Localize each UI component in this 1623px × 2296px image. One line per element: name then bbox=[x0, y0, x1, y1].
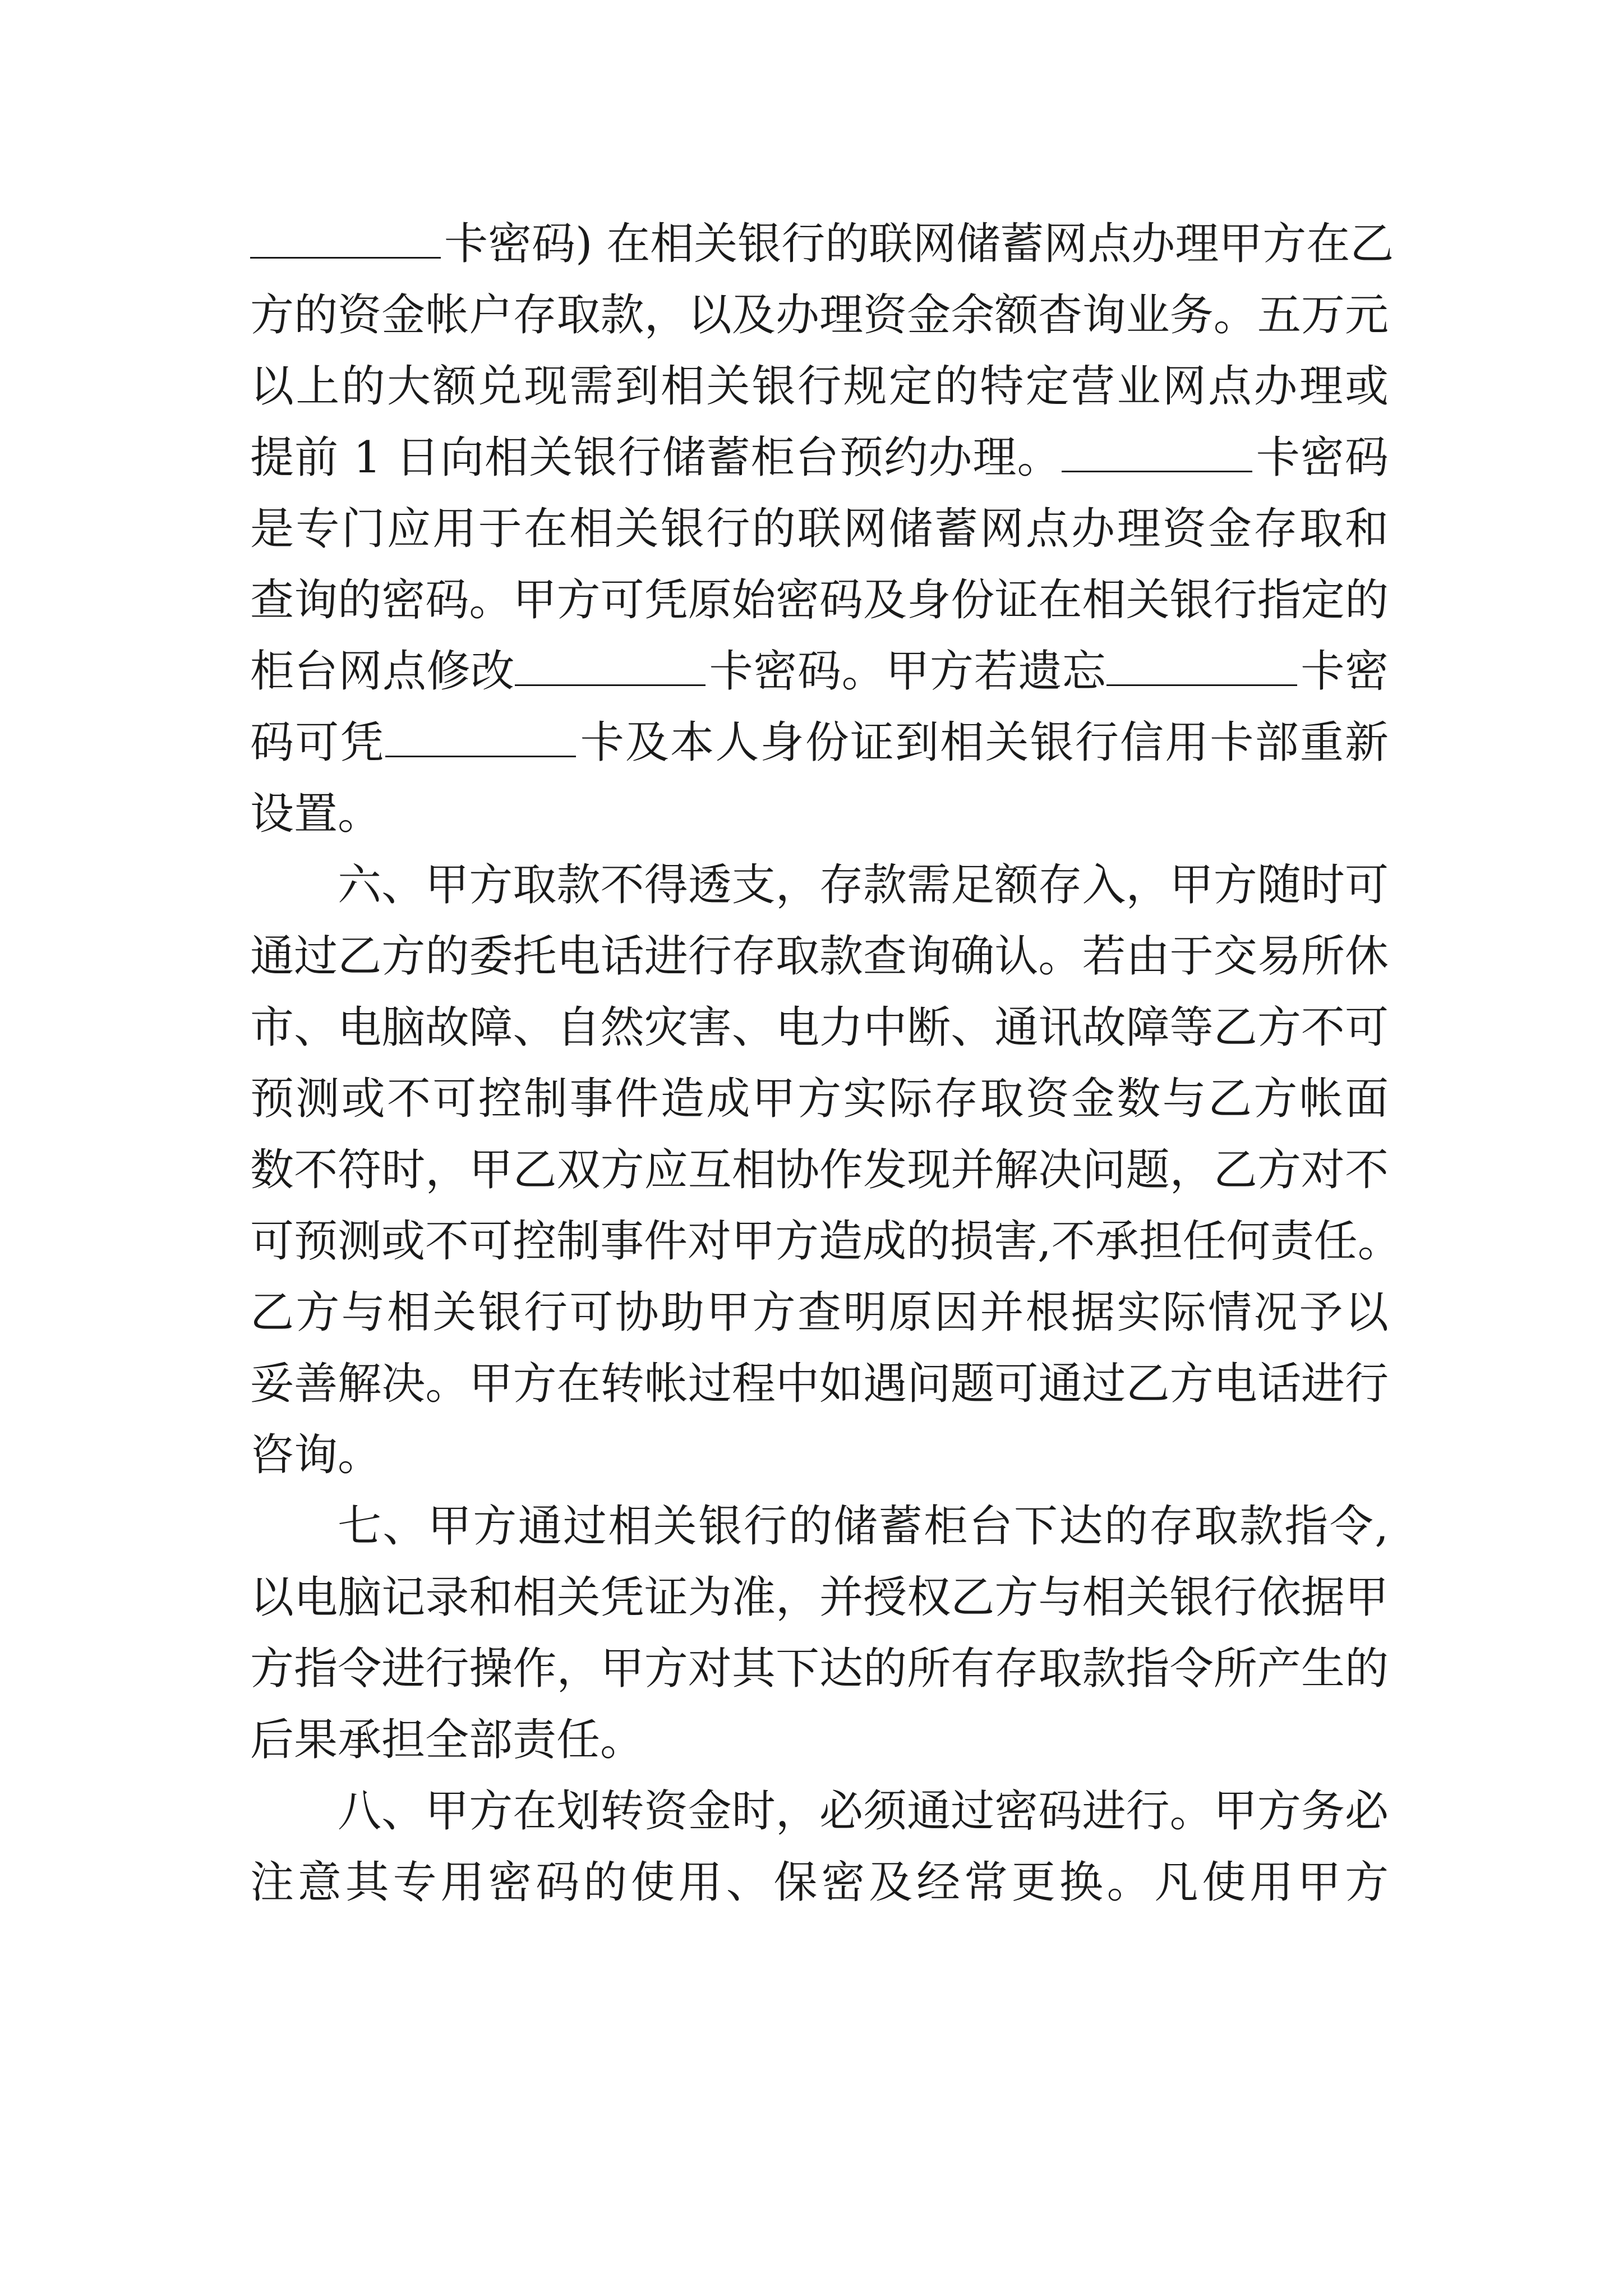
text-line: 七、甲方通过相关银行的储蓄柜台下达的存取款指令, bbox=[338, 1501, 1389, 1552]
text-line: 后果承担全部责任。 bbox=[250, 1715, 644, 1765]
text-line: 方指令进行操作，甲方对其下达的所有存取款指令所产生的 bbox=[250, 1644, 1389, 1694]
text-line: 妥善解决。甲方在转帐过程中如遇问题可通过乙方电话进行 bbox=[250, 1359, 1389, 1409]
text-line: 数不符时，甲乙双方应互相协作发现并解决问题，乙方对不 bbox=[250, 1145, 1389, 1195]
text-line: 乙方与相关银行可协助甲方查明原因并根据实际情况予以 bbox=[250, 1287, 1389, 1338]
text-line: 码可凭 卡及本人身份证到相关银行信用卡部重新 bbox=[250, 717, 1389, 768]
paragraph-7 bbox=[250, 1491, 1389, 1776]
text-line: 预测或不可控制事件造成甲方实际存取资金数与乙方帐面 bbox=[250, 1074, 1389, 1124]
text-line: 方的资金帐户存取款，以及办理资金余额杳询业务。五万元 bbox=[250, 290, 1389, 341]
fill-in-blank bbox=[250, 218, 441, 259]
paragraph-5 bbox=[250, 209, 1394, 850]
text-line: 查询的密码。甲方可凭原始密码及身份证在相关银行指定的 bbox=[250, 575, 1389, 625]
text-line: 市、电脑故障、自然灾害、电力中断、通讯故障等乙方不可 bbox=[250, 1002, 1389, 1053]
fill-in-blank bbox=[1106, 645, 1297, 686]
text-line: 是专门应用于在相关银行的联网储蓄网点办理资金存取和 bbox=[250, 504, 1389, 554]
text-line: 以电脑记录和相关凭证为准，并授权乙方与相关银行依据甲 bbox=[250, 1572, 1389, 1623]
fill-in-blank bbox=[385, 716, 576, 757]
text-line: 卡密码) 在相关银行的联网储蓄网点办理甲方在乙 bbox=[250, 209, 1389, 280]
text-line: 通过乙方的委托电话进行存取款查询确认。若由于交易所休 bbox=[250, 931, 1389, 982]
text-line: 以上的大额兑现需到相关银行规定的特定营业网点办理或 bbox=[250, 361, 1389, 412]
text-line: 注意其专用密码的使用、保密及经常更换。凡使用甲方 bbox=[250, 1857, 1389, 1908]
document-body bbox=[250, 209, 1401, 1918]
fill-in-blank bbox=[515, 645, 706, 686]
text-line: 提前 1 日向相关银行储蓄柜台预约办理。 卡密码 bbox=[250, 432, 1389, 483]
text-line: 八、甲方在划转资金时，必须通过密码进行。甲方务必 bbox=[338, 1786, 1389, 1837]
text-line: 可预测或不可控制事件对甲方造成的损害,不承担任何责任。 bbox=[250, 1216, 1401, 1267]
paragraph-8 bbox=[250, 1776, 1389, 1918]
text-line: 设置。 bbox=[250, 789, 382, 839]
text-line: 咨询。 bbox=[250, 1430, 382, 1480]
fill-in-blank bbox=[1062, 431, 1252, 472]
paragraph-6 bbox=[250, 850, 1401, 1491]
text-line: 六、甲方取款不得透支，存款需足额存入，甲方随时可 bbox=[338, 860, 1389, 910]
text-line: 柜台网点修改 卡密码。甲方若遗忘 卡密 bbox=[250, 646, 1389, 697]
